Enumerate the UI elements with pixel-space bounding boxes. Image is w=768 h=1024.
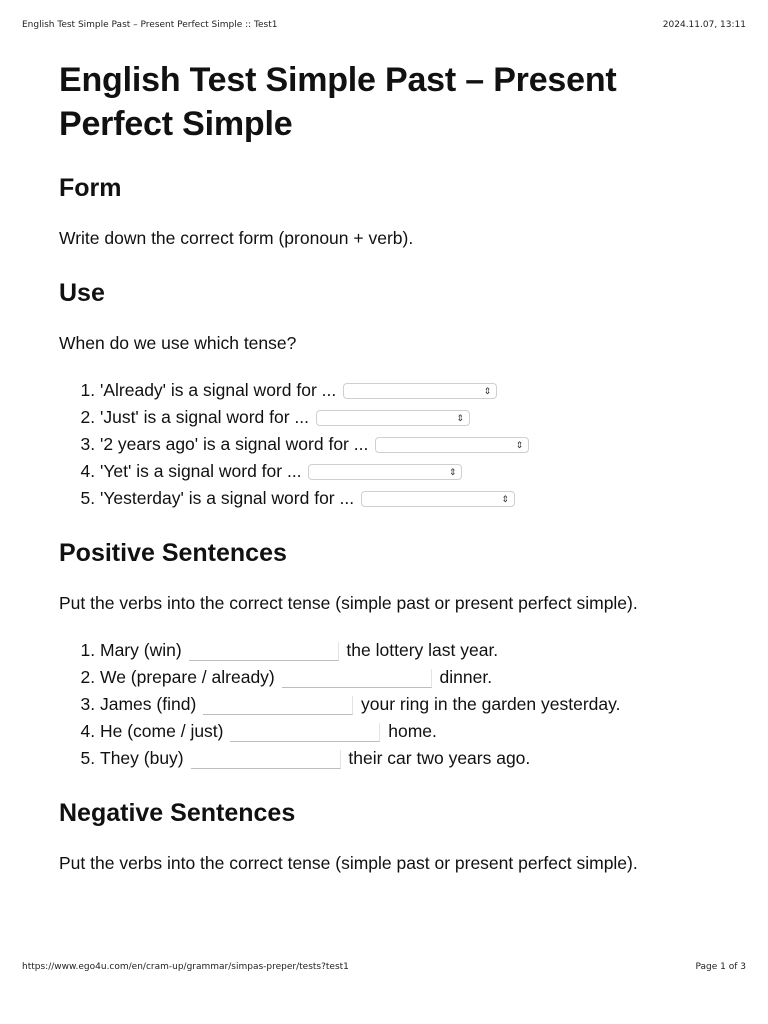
sentence-rest: the lottery last year. [346, 640, 499, 660]
print-header-title: English Test Simple Past – Present Perfect Simple :: Test1 [22, 20, 278, 30]
list-item [100, 431, 719, 458]
question-text: 'Yet' is a signal word for ... [100, 461, 302, 481]
verb-prompt: James (find) [100, 694, 197, 714]
question-text: 'Just' is a signal word for ... [100, 407, 309, 427]
tense-select[interactable] [375, 437, 529, 453]
tense-select[interactable] [361, 491, 515, 507]
tense-select[interactable] [343, 383, 497, 399]
verb-input[interactable] [282, 669, 432, 688]
positive-heading: Positive Sentences [59, 539, 287, 567]
verb-prompt: Mary (win) [100, 640, 182, 660]
positive-question-list [59, 637, 719, 772]
negative-instruction: Put the verbs into the correct tense (simple past or present perfect simple). [59, 853, 638, 873]
print-footer [22, 962, 746, 972]
chevron-up-down-icon: ⇕ [483, 386, 492, 396]
sentence-rest: your ring in the garden yesterday. [361, 694, 621, 714]
positive-instruction: Put the verbs into the correct tense (simple past or present perfect simple). [59, 593, 638, 613]
verb-input[interactable] [203, 696, 353, 715]
form-instruction: Write down the correct form (pronoun + verb). [59, 228, 414, 248]
list-item [100, 745, 719, 772]
print-header-datetime: 2024.11.07, 13:11 [662, 20, 746, 30]
list-item [100, 637, 719, 664]
question-text: 'Yesterday' is a signal word for ... [100, 488, 355, 508]
sentence-rest: dinner. [439, 667, 493, 687]
verb-input[interactable] [189, 642, 339, 661]
page-content [59, 58, 719, 877]
question-text: '2 years ago' is a signal word for ... [100, 434, 369, 454]
use-instruction: When do we use which tense? [59, 333, 297, 353]
verb-input[interactable] [230, 723, 380, 742]
use-heading: Use [59, 279, 105, 307]
tense-select[interactable] [308, 464, 462, 480]
sentence-rest: home. [388, 721, 437, 741]
use-question-list [59, 377, 719, 512]
form-heading: Form [59, 174, 122, 202]
chevron-up-down-icon: ⇕ [448, 467, 457, 477]
verb-prompt: He (come / just) [100, 721, 224, 741]
chevron-up-down-icon: ⇕ [501, 494, 509, 504]
negative-heading: Negative Sentences [59, 799, 296, 827]
sentence-rest: their car two years ago. [348, 748, 531, 768]
verb-input[interactable] [191, 750, 341, 769]
print-footer-url: https://www.ego4u.com/en/cram-up/grammar/simpas-preper/tests?test1 [22, 962, 349, 972]
tense-select[interactable] [316, 410, 470, 426]
question-text: 'Already' is a signal word for ... [100, 380, 337, 400]
chevron-up-down-icon: ⇕ [515, 440, 524, 450]
list-item [100, 664, 719, 691]
page-number: Page 1 of 3 [695, 962, 746, 972]
list-item [100, 718, 719, 745]
print-header [22, 20, 746, 30]
list-item [100, 691, 719, 718]
list-item [100, 404, 719, 431]
list-item [100, 458, 719, 485]
list-item [100, 485, 719, 512]
chevron-up-down-icon: ⇕ [456, 413, 464, 423]
page-title: English Test Simple Past – Present Perfect Simple [59, 61, 617, 143]
verb-prompt: We (prepare / already) [100, 667, 275, 687]
verb-prompt: They (buy) [100, 748, 184, 768]
list-item [100, 377, 719, 404]
